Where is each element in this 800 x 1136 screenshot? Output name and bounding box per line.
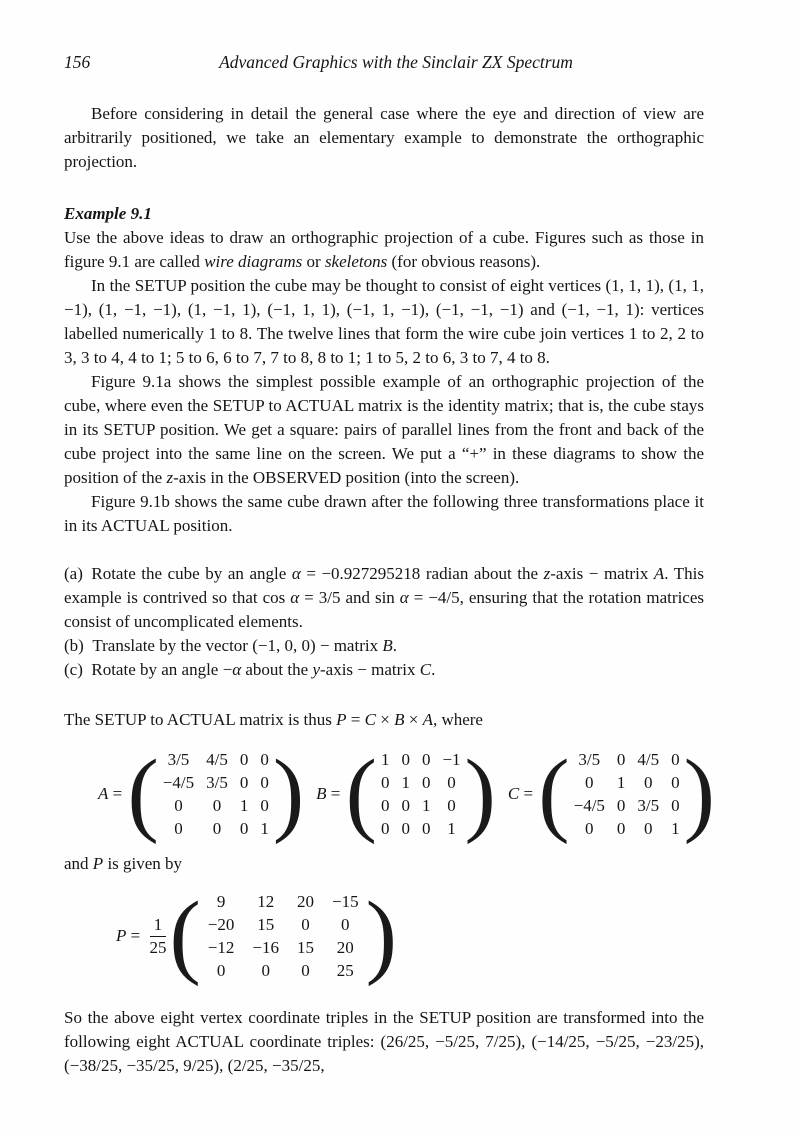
matrix-cell: 0	[260, 750, 269, 769]
matrix-cell: 3/5	[206, 773, 228, 792]
text-segment: = −0.927295218 radian about the	[300, 564, 544, 583]
paragraph-result-triples	[64, 1006, 704, 1078]
text-segment: A	[98, 784, 109, 803]
matrix-A-values	[157, 748, 275, 840]
text-segment: =	[326, 784, 345, 803]
matrix-cell: 0	[239, 750, 249, 769]
matrix-P	[116, 883, 397, 988]
matrix-C-values	[568, 748, 686, 840]
text-segment: (for obvious reasons).	[387, 252, 541, 271]
matrix-cell: 0	[174, 796, 183, 815]
text-segment: -axis − matrix	[319, 660, 420, 679]
matrix-B	[316, 741, 496, 846]
matrix-cell: 12	[257, 892, 275, 911]
text-segment: B	[316, 784, 327, 803]
text-segment: skeletons	[324, 252, 388, 271]
list-item-c	[64, 658, 704, 682]
list-item-b	[64, 634, 704, 658]
text-segment: A	[422, 710, 433, 729]
matrix-cell: 0	[421, 819, 431, 838]
text-segment: wire diagrams	[204, 252, 303, 271]
matrix-cell: −20	[207, 915, 235, 934]
matrix-cell: −16	[252, 938, 279, 957]
text-segment: B	[394, 710, 405, 729]
text-segment: α	[290, 588, 300, 607]
text-segment: . This example is contrived so that cos	[64, 564, 704, 607]
left-paren-icon: (	[127, 741, 159, 846]
left-paren-icon: (	[345, 741, 377, 846]
text-segment: ×	[375, 710, 395, 729]
matrix-cell: 0	[260, 773, 269, 792]
matrix-cell: 0	[380, 796, 390, 815]
matrix-cell: 0	[212, 796, 222, 815]
text-segment: or	[302, 252, 325, 271]
paragraph-setup-vertices	[64, 274, 704, 370]
matrix-cell: 0	[585, 773, 594, 792]
text-segment: z	[166, 468, 174, 487]
matrix-cell: 0	[380, 819, 390, 838]
text-segment: z	[543, 564, 551, 583]
page-number: 156	[64, 52, 91, 72]
text-segment: In the SETUP position the cube may be thought to consist of eight vertices (1, 1, 1), (1, 1, −1), (1, −1, −1), (1, −1, 1), (−1, 1, 1), (−1, 1, −1), (−1, −1, −1) and (−1, −1, 1): vertices labelled numerically 1 to 8. The twelve lines that form the wire cube join vertices 1 to 2, 2 to 3, 3 to 4, 4 to 1; 5 to 6, 6 to 7, 7 to 8, 8 to 1; 1 to 5, 2 to 6, 3 to 7, 4 to 8.	[64, 276, 704, 367]
matrix-cell: −4/5	[573, 796, 605, 815]
matrix-cell: 0	[644, 773, 653, 792]
text-segment: C	[419, 660, 432, 679]
matrix-cell: 3/5	[637, 796, 660, 815]
matrix-cell: 0	[644, 819, 653, 838]
text-segment: .	[431, 660, 436, 679]
matrix-cell: 1	[671, 819, 680, 838]
matrix-cell: 3/5	[578, 750, 601, 769]
text-segment: =	[346, 710, 365, 729]
matrix-cell: 0	[671, 796, 680, 815]
fraction-denominator: 25	[149, 937, 167, 957]
matrix-cell: 1	[401, 773, 410, 792]
matrix-cell: 0	[261, 961, 270, 980]
matrix-A	[98, 741, 305, 846]
paragraph-p-given-by	[64, 852, 704, 876]
matrix-cell: 0	[447, 773, 456, 792]
left-paren-icon: (	[538, 741, 570, 846]
text-segment: about the	[241, 660, 313, 679]
matrix-A-label	[98, 782, 126, 806]
text-segment: =	[519, 784, 538, 803]
matrix-cell: 0	[301, 961, 310, 980]
text-segment: = −4/5, ensuring that the rotation matrices consist of uncomplicated elements.	[64, 588, 704, 631]
matrix-cell: 0	[671, 773, 680, 792]
matrix-cell: 0	[260, 796, 269, 815]
text-segment: Figure 9.1b shows the same cube drawn after the following three transformations place it in its ACTUAL position.	[64, 492, 704, 535]
text-segment: Figure 9.1a shows the simplest possible example of an orthographic projection of the cube, where even the SETUP to ACTUAL matrix is the identity matrix; that is, the cube stays in its SETUP position. We get a square: pairs of parallel lines from the front and back of the cube project into the same line on the screen. We put a “+” in these diagrams to show the position of the	[64, 372, 704, 487]
matrix-cell: 0	[585, 819, 594, 838]
text-segment: So the above eight vertex coordinate triples in the SETUP position are transformed into the following eight ACTUAL coordinate triples: (26/25, −5/25, 7/25), (−14/25, −5/25, −23/25), (−38/25, −35/25, 9/25), (2/25, −35/25,	[64, 1008, 704, 1075]
text-segment: = 3/5 and sin	[299, 588, 400, 607]
text-segment: y	[312, 660, 320, 679]
matrix-P-label	[116, 924, 144, 948]
text-segment: and	[64, 854, 93, 873]
text-segment: The SETUP to ACTUAL matrix is thus	[64, 710, 337, 729]
matrix-cell: 1	[421, 796, 431, 815]
text-segment: Use the above ideas to draw an orthographic projection of a cube. Figures such as those in figure 9.1 are called	[64, 228, 704, 271]
matrix-cell: 1	[616, 773, 626, 792]
text-segment: C	[507, 784, 520, 803]
right-paren-icon: )	[683, 741, 715, 846]
text-segment: (b) Translate by the vector (−1, 0, 0) − matrix	[64, 636, 383, 655]
matrix-P-values	[199, 890, 368, 982]
paragraph-setup-actual-equation	[64, 708, 704, 732]
text-segment: P	[116, 926, 127, 945]
text-segment: P	[92, 854, 104, 873]
transformation-list	[64, 562, 704, 682]
matrix-cell: 9	[216, 892, 226, 911]
matrix-cell: 0	[447, 796, 456, 815]
matrix-cell: 0	[421, 750, 431, 769]
text-segment: is given by	[103, 854, 183, 873]
fraction-one-twentyfifth	[149, 915, 166, 958]
text-segment: P	[336, 710, 347, 729]
matrix-C	[507, 741, 715, 846]
text-segment: =	[126, 926, 145, 945]
matrix-cell: 0	[341, 915, 350, 934]
matrix-cell: 25	[336, 961, 354, 980]
matrix-cell: −1	[442, 750, 461, 769]
matrix-cell: 0	[616, 750, 626, 769]
text-segment: α	[232, 660, 242, 679]
right-paren-icon: )	[272, 741, 305, 846]
text-segment: B	[382, 636, 393, 655]
matrix-cell: 0	[401, 796, 410, 815]
matrix-cell: 0	[401, 750, 410, 769]
text-segment: Example 9.1	[64, 204, 152, 223]
matrix-display-abc	[98, 741, 715, 846]
paragraph-example-description	[64, 226, 704, 274]
text-segment: =	[108, 784, 127, 803]
matrix-cell: 0	[239, 773, 249, 792]
text-segment: (a) Rotate the cube by an angle	[64, 564, 292, 583]
matrix-cell: 1	[447, 819, 456, 838]
matrix-cell: −4/5	[162, 773, 195, 792]
paragraph-figure-9-1a	[64, 370, 704, 490]
right-paren-icon: )	[365, 883, 397, 988]
matrix-cell: 0	[212, 819, 222, 838]
right-paren-icon: )	[464, 741, 496, 846]
matrix-cell: 0	[301, 915, 310, 934]
left-paren-icon: (	[169, 883, 201, 988]
matrix-cell: 3/5	[167, 750, 190, 769]
matrix-cell: −12	[207, 938, 235, 957]
list-item-a	[64, 562, 704, 634]
text-segment: Before considering in detail the general case where the eye and direction of view are arbitrarily positioned, we take an elementary example to demonstrate the orthographic projection.	[64, 104, 704, 171]
text-segment: α	[399, 588, 409, 607]
matrix-cell: 0	[401, 819, 410, 838]
matrix-cell: 0	[616, 796, 626, 815]
text-segment: -axis in the OBSERVED position (into the screen).	[173, 468, 520, 487]
matrix-cell: 0	[616, 819, 626, 838]
text-segment: C	[364, 710, 376, 729]
matrix-cell: 15	[257, 915, 275, 934]
matrix-cell: −15	[331, 892, 359, 911]
text-segment: .	[392, 636, 397, 655]
text-segment: , where	[432, 710, 483, 729]
matrix-display-p	[116, 883, 704, 988]
fraction-numerator: 1	[150, 915, 167, 937]
matrix-cell: 0	[174, 819, 183, 838]
text-segment: ×	[404, 710, 423, 729]
paragraph-figure-9-1b	[64, 490, 704, 538]
matrix-cell: 0	[216, 961, 226, 980]
matrix-cell: 15	[296, 938, 314, 957]
matrix-cell: 20	[336, 938, 354, 957]
matrix-cell: 0	[671, 750, 680, 769]
paragraph-intro	[64, 102, 704, 174]
text-segment: (c) Rotate by an angle −	[64, 660, 233, 679]
matrix-cell: 1	[380, 750, 390, 769]
text-segment: -axis − matrix	[550, 564, 654, 583]
matrix-cell: 1	[260, 819, 269, 838]
matrix-cell: 4/5	[206, 750, 228, 769]
text-segment: α	[291, 564, 301, 583]
example-heading	[64, 202, 704, 226]
running-title: Advanced Graphics with the Sinclair ZX Spectrum	[219, 52, 573, 72]
matrix-cell: 4/5	[637, 750, 660, 769]
matrix-cell: 0	[421, 773, 431, 792]
matrix-cell: 1	[239, 796, 249, 815]
matrix-cell: 20	[296, 892, 314, 911]
matrix-cell: 0	[380, 773, 390, 792]
matrix-B-label	[316, 782, 344, 806]
matrix-C-label	[508, 782, 537, 806]
matrix-B-values	[375, 748, 467, 840]
matrix-cell: 0	[239, 819, 249, 838]
text-segment: A	[653, 564, 665, 583]
running-head	[64, 50, 704, 74]
